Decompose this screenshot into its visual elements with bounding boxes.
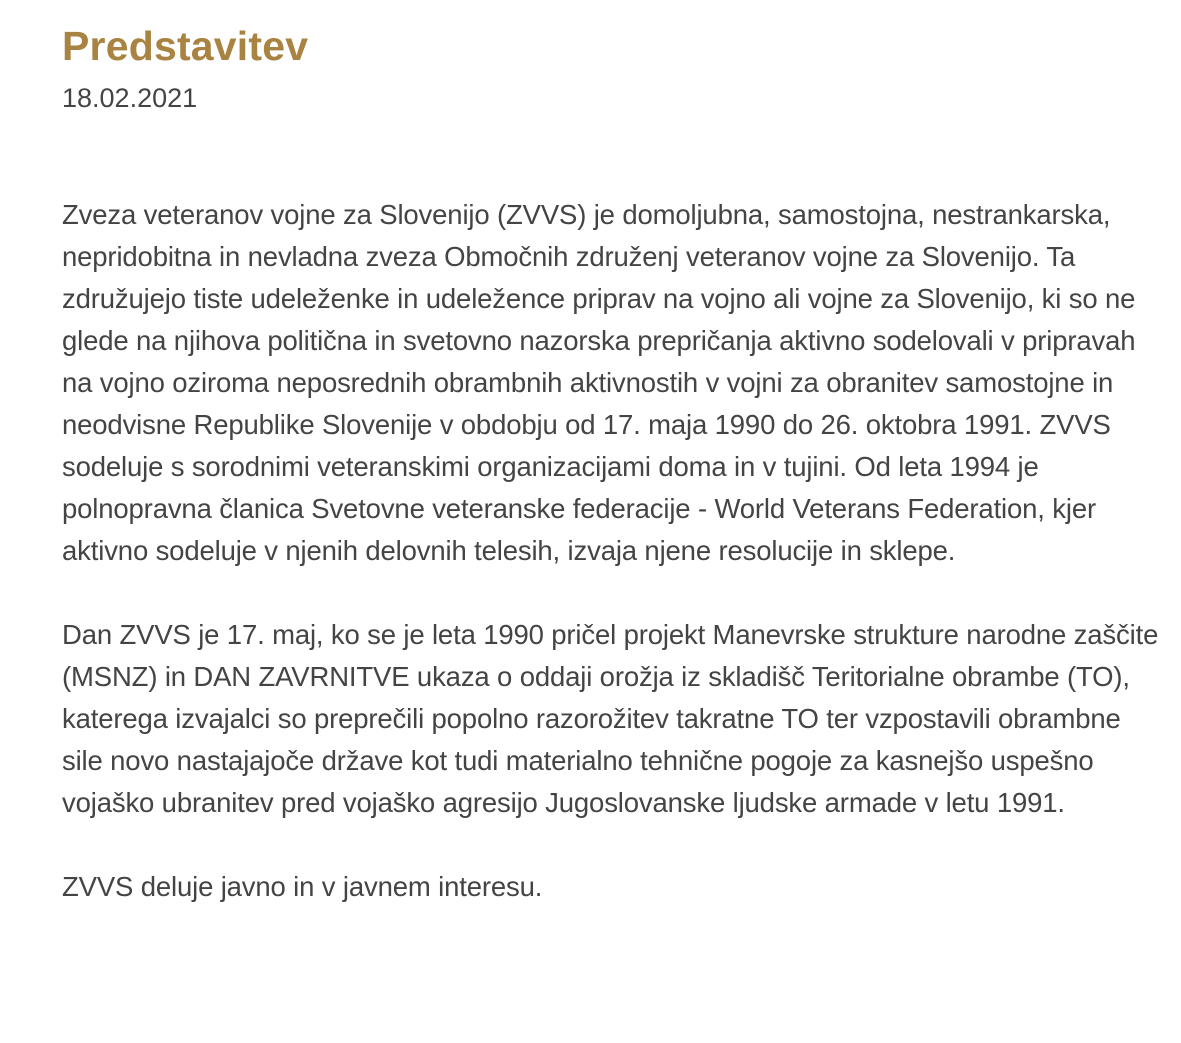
page-title: Predstavitev <box>62 23 309 69</box>
article-paragraph: ZVVS deluje javno in v javnem interesu. <box>62 871 543 902</box>
article-body <box>62 194 1162 908</box>
publish-date: 18.02.2021 <box>62 83 198 113</box>
article-paragraph: Zveza veteranov vojne za Slovenijo (ZVVS) je domoljubna, samostojna, nestrankarska, nepridobitna in nevladna zveza Območnih združenj veteranov vojne za Slovenijo. Ta združujejo tiste udeleženke in udeležence priprav na vojno ali vojne za Slovenijo, ki so ne glede na njihova politična in svetovno nazorska prepričanja aktivno sodelovali v pripravah na vojno oziroma neposrednih obrambnih aktivnostih v vojni za obranitev samostojne in neodvisne Republike Slovenije v obdobju od 17. maja 1990 do 26. oktobra 1991. ZVVS sodeluje s sorodnimi veteranskimi organizacijami doma in v tujini. Od leta 1994 je polnopravna članica Svetovne veteranske federacije - World Veterans Federation, kjer aktivno sodeluje v njenih delovnih telesih, izvaja njene resolucije in sklepe. <box>62 199 1136 566</box>
article <box>62 0 1162 950</box>
article-paragraph: Dan ZVVS je 17. maj, ko se je leta 1990 pričel projekt Manevrske strukture narodne zaščite (MSNZ) in DAN ZAVRNITVE ukaza o oddaji orožja iz skladišč Teritorialne obrambe (TO), katerega izvajalci so preprečili popolno razorožitev takratne TO ter vzpostavili obrambne sile novo nastajajoče države kot tudi materialno tehnične pogoje za kasnejšo uspešno vojaško ubranitev pred vojaško agresijo Jugoslovanske ljudske armade v letu 1991. <box>62 619 1159 818</box>
